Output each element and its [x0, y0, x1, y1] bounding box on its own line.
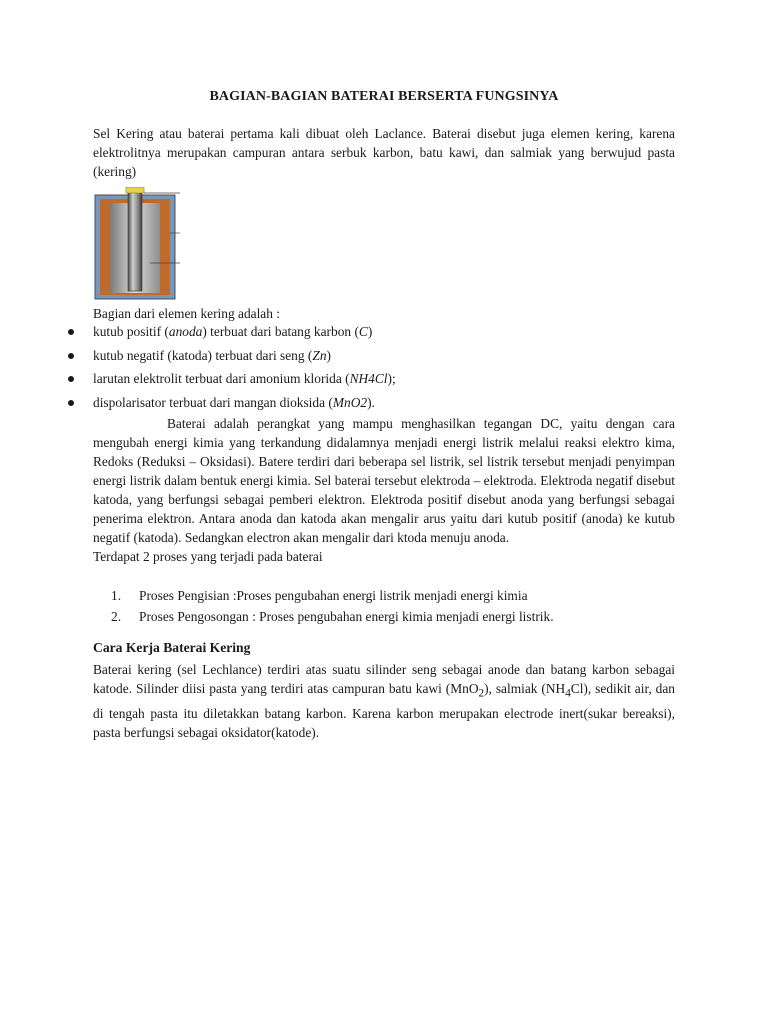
section-heading: Cara Kerja Baterai Kering — [93, 640, 251, 655]
document-page: BAGIAN-BAGIAN BATERAI BERSERTA FUNGSINYA Sel Kering atau baterai pertama kali dibuat oleh Laclance. Baterai disebut juga elemen kering, karena elektrolitnya merupakan campuran antara serbuk karbon, batu kawi, dan salmiak yang berwujud pasta (kering) Bagian dari elemen kering adalah : kutub positif (anoda) terbuat dari batang karbon (C) kutub negatif (katoda) terbuat dari seng (Zn) larutan elektrolit terbuat dari amonium klorida (NH4Cl); dispolarisator terbuat dari mangan dioksida (MnO2). Baterai adalah perangkat yang mampu menghasilkan tegangan DC, yaitu dengan cara mengubah energi kimia yang terkandung didalamnya menjadi energi listrik melalui reaksi elektro kima, Redoks (Reduksi – Oksidasi). Batere terdiri dari beberapa sel listrik, sel listrik tersebut menjadi penyimpan energi listrik dalam bentuk energi kimia. Sel baterai tersebut elektroda – elektroda. Elektroda negatif disebut katoda, yang berfungsi sebagai pemberi elektron. Elektroda positif disebut anoda yang berfungsi sebagai penerima elektron. Antara anoda dan katoda akan mengalir arus yaitu dari kutub positif (anoda) ke kutub negatif (katoda). Sedangkan electron akan mengalir dari ktoda menuju anoda. Terdapat 2 proses yang terjadi pada baterai 1. Proses Pengisian :Proses pengubahan energi listrik menjadi energi kimia 2. Proses Pengosongan : Proses pengubahan energi kimia menjadi energi listrik. Cara Kerja Baterai Kering Baterai kering (sel Lechlance) terdiri atas suatu silinder seng sebagai anode dan batang karbon sebagai katode. Silinder diisi pasta yang terdiri atas campuran batu kawi (MnO$_2$), salmiak $(NH_4Cl)$, sedikit air, dan di tengah pasta itu diletakkan batang karbon. Karena karbon merupakan electrode inert(sukar bereaksi), pasta berfungsi sebagai oksidator(katode). — [0, 0, 768, 1024]
working-principle-paragraph: Baterai kering (sel Lechlance) terdiri atas suatu silinder seng sebagai anode dan batang karbon sebagai katode. Silinder diisi pasta yang terdiri atas campuran batu kawi (MnO$_2$), salmiak $(NH_4Cl)$, sedikit air, dan di tengah pasta itu diletakkan batang karbon. Karena karbon merupakan electrode inert(sukar bereaksi), pasta berfungsi sebagai oksidator(katode). — [93, 662, 676, 740]
intro-paragraph: Sel Kering atau baterai pertama kali dibuat oleh Laclance. Baterai disebut juga elemen kering, karena elektrolitnya merupakan campuran antara serbuk karbon, batu kawi, dan salmiak yang berwujud pasta (kering) — [93, 126, 675, 179]
parts-intro-text: Bagian dari elemen kering adalah : — [93, 306, 281, 321]
battery-definition-paragraph: Baterai adalah perangkat yang mampu menghasilkan tegangan DC, yaitu dengan cara mengubah energi kimia yang terkandung didalamnya menjadi energi listrik melalui reaksi elektro kima, Redoks (Reduksi – Oksidasi). Batere terdiri dari beberapa sel listrik, sel listrik tersebut menjadi penyimpan energi listrik dalam bentuk energi kimia. Sel baterai tersebut elektroda – elektroda. Elektroda negatif disebut katoda, yang berfungsi sebagai pemberi elektron. Elektroda positif disebut anoda yang berfungsi sebagai penerima elektron. Antara anoda dan katoda akan mengalir arus yaitu dari kutub positif (anoda) ke kutub negatif (katoda). Sedangkan electron akan mengalir dari ktoda menuju anoda. Terdapat 2 proses yang terjadi pada baterai — [93, 416, 675, 564]
processes-intro-text: Terdapat 2 proses yang terjadi pada baterai — [93, 549, 323, 564]
document-title: BAGIAN-BAGIAN BATERAI BERSERTA FUNGSINYA — [209, 89, 559, 104]
positive-cap — [126, 187, 144, 193]
carbon-rod — [128, 191, 142, 291]
bullet-icon — [68, 400, 74, 406]
bullet-icon — [68, 353, 74, 359]
bullet-icon — [68, 376, 74, 382]
dry-cell-battery-diagram — [92, 187, 184, 303]
bullet-icon — [68, 329, 74, 335]
